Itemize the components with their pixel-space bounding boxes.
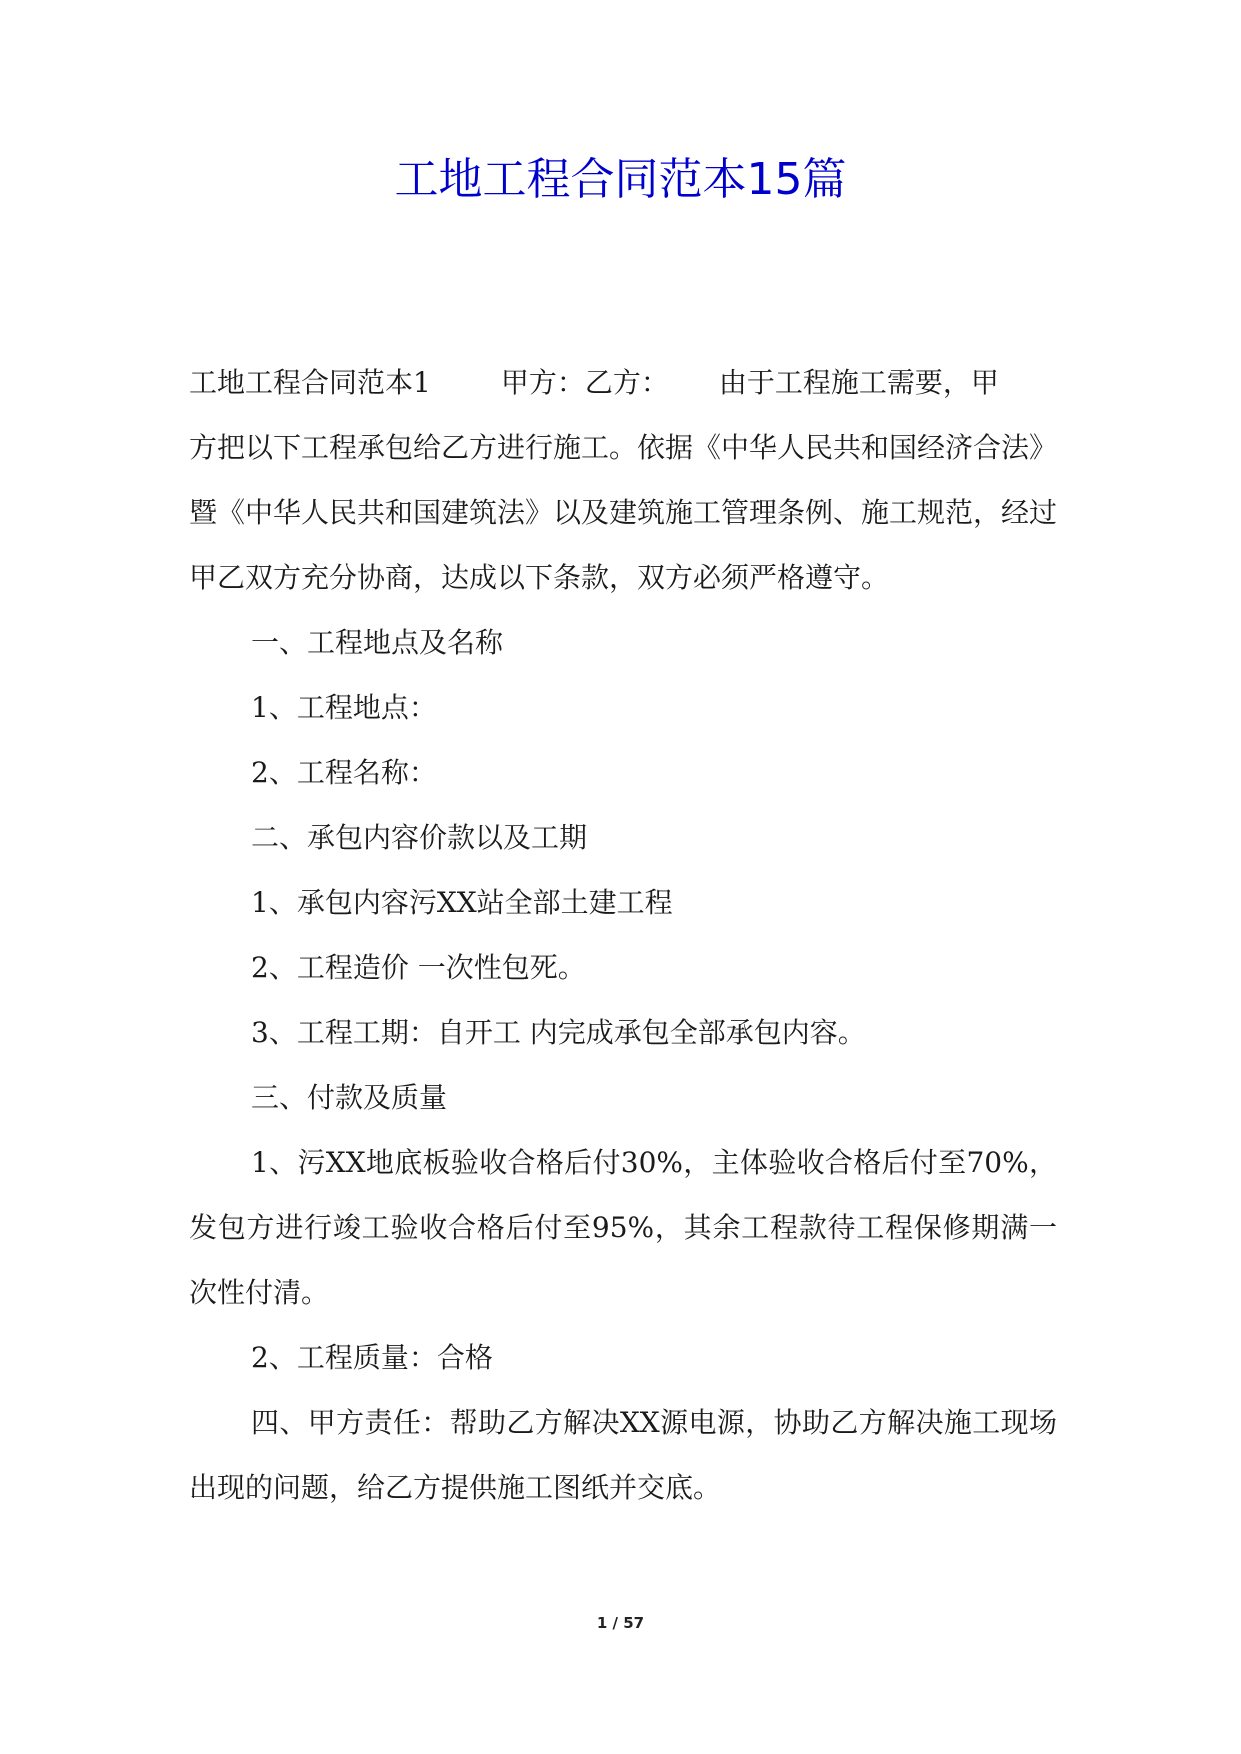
section-heading-3: 三、付款及质量 — [251, 1081, 448, 1114]
document-title: 工地工程合同范本15篇 — [394, 154, 847, 205]
section-heading-2: 二、承包内容价款以及工期 — [251, 821, 588, 854]
party-b-label: 乙方： — [584, 366, 669, 399]
opening-line — [189, 350, 1057, 415]
contract-heading: 工地工程合同范本1 — [189, 366, 431, 399]
clause-project-duration: 3、工程工期：自开工 内完成承包全部承包内容。 — [251, 1016, 866, 1049]
clause-payment-schedule: 1、污XX地底板验收合格后付30%，主体验收合格后付至70%，发包方进行竣工验收合格后付至95%，其余工程款待工程保修期满一次性付清。 — [189, 1146, 1057, 1309]
clause-project-cost: 2、工程造价 一次性包死。 — [251, 951, 586, 984]
paragraph-intro-continued: 方把以下工程承包给乙方进行施工。依据《中华人民共和国经济合法》暨《中华人民共和国建筑法》以及建筑施工管理条例、施工规范，经过甲乙双方充分协商，达成以下条款，双方必须严格遵守。 — [189, 431, 1058, 594]
intro-start: 由于工程施工需要，甲 — [718, 366, 999, 399]
clause-project-name: 2、工程名称： — [251, 756, 437, 789]
page-indicator: 1 / 57 — [596, 1614, 645, 1632]
clause-quality: 2、工程质量：合格 — [251, 1341, 493, 1374]
clause-project-location: 1、工程地点： — [251, 691, 437, 724]
clause-contract-scope: 1、承包内容污XX站全部土建工程 — [251, 886, 673, 919]
section-heading-4-party-a-duties: 四、甲方责任：帮助乙方解决XX源电源，协助乙方解决施工现场出现的问题，给乙方提供施工图纸并交底。 — [189, 1406, 1057, 1504]
document-body — [189, 350, 1057, 1520]
section-heading-1: 一、工程地点及名称 — [251, 626, 504, 659]
party-a-label: 甲方： — [500, 366, 585, 399]
